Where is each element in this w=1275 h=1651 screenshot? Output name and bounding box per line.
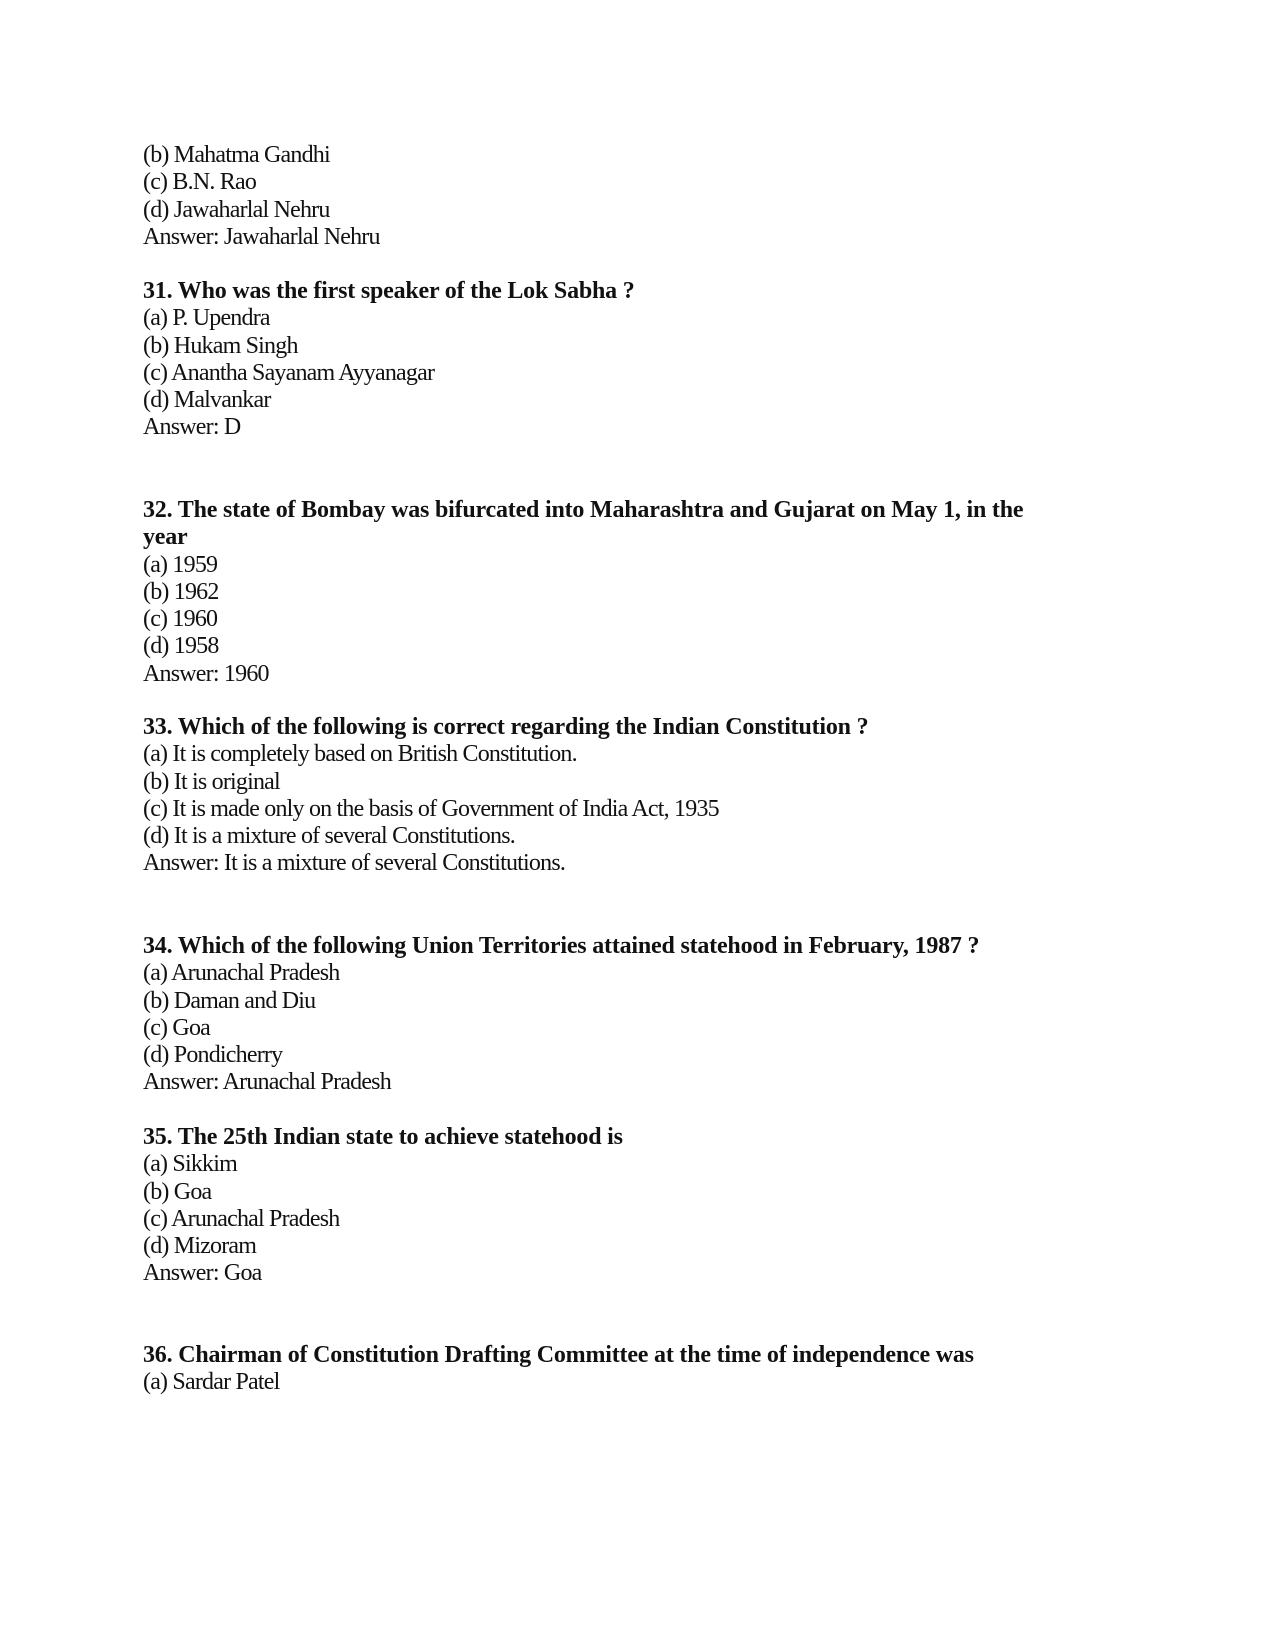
answer-option: (d) Jawaharlal Nehru (143, 196, 330, 223)
answer-option: (c) 1960 (143, 606, 218, 633)
answer-option: (b) Mahatma Gandhi (143, 142, 330, 168)
question-text: 33. Which of the following is correct regarding the Indian Constitution ? (143, 714, 869, 740)
question-block (143, 142, 1053, 251)
answer-option: (d) Malvankar (143, 387, 271, 414)
question-block (143, 278, 1053, 442)
question-block (143, 933, 1053, 1097)
answer-text: Answer: Goa (143, 1260, 262, 1287)
answer-option: (c) It is made only on the basis of Government of India Act, 1935 (143, 795, 719, 822)
answer-option: (a) Arunachal Pradesh (143, 960, 340, 987)
answer-option: (b) Hukam Singh (143, 332, 298, 359)
answer-option: (d) It is a mixture of several Constitutions. (143, 823, 515, 850)
question-block (143, 497, 1053, 688)
answer-text: Answer: D (143, 414, 241, 441)
answer-option: (a) 1959 (143, 551, 218, 578)
question-block (143, 714, 1053, 878)
answer-option: (a) Sikkim (143, 1151, 237, 1178)
answer-option: (d) 1958 (143, 633, 219, 660)
answer-option: (c) B.N. Rao (143, 169, 257, 196)
answer-option: (b) Daman and Diu (143, 987, 316, 1014)
answer-option: (c) Goa (143, 1014, 211, 1041)
question-block (143, 1124, 1053, 1288)
answer-option: (a) It is completely based on British Constitution. (143, 741, 577, 768)
question-text: 36. Chairman of Constitution Drafting Committee at the time of independence was (143, 1342, 974, 1368)
answer-option: (b) 1962 (143, 578, 219, 605)
question-text: 31. Who was the first speaker of the Lok Sabha ? (143, 278, 635, 304)
answer-option: (d) Mizoram (143, 1233, 257, 1260)
question-block (143, 1342, 1053, 1397)
question-text: 32. The state of Bombay was bifurcated into Maharashtra and Gujarat on May 1, in the year (143, 497, 1024, 551)
answer-text: Answer: 1960 (143, 660, 269, 687)
answer-text: Answer: Jawaharlal Nehru (143, 223, 380, 250)
answer-option: (d) Pondicherry (143, 1042, 283, 1069)
question-text: 34. Which of the following Union Territories attained statehood in February, 1987 ? (143, 933, 980, 959)
answer-option: (c) Arunachal Pradesh (143, 1205, 340, 1232)
answer-option: (b) It is original (143, 768, 280, 795)
answer-option: (a) Sardar Patel (143, 1369, 280, 1396)
question-text: 35. The 25th Indian state to achieve statehood is (143, 1124, 623, 1150)
answer-text: Answer: It is a mixture of several Constitutions. (143, 850, 566, 877)
answer-option: (b) Goa (143, 1178, 212, 1205)
answer-option: (a) P. Upendra (143, 305, 270, 332)
answer-option: (c) Anantha Sayanam Ayyanagar (143, 359, 435, 386)
answer-text: Answer: Arunachal Pradesh (143, 1069, 391, 1096)
